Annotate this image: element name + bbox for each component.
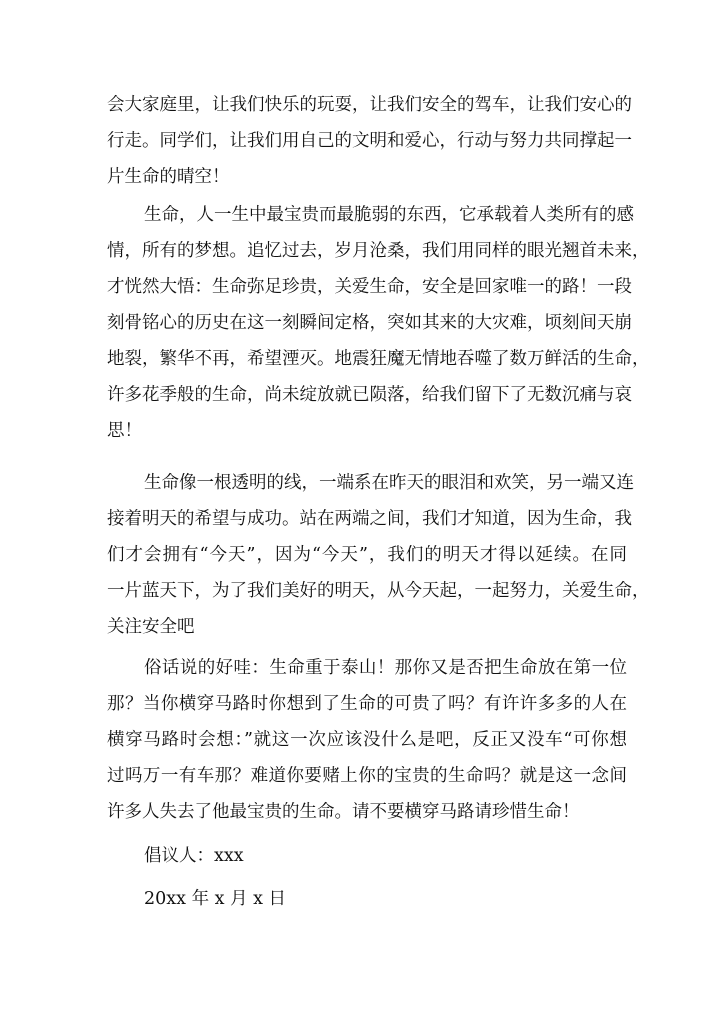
- text-line: 过吗万一有车那？难道你要赌上你的宝贵的生命吗？就是这一念间: [107, 766, 627, 786]
- text-line: 们才会拥有“今天”，因为“今天”，我们的明天才得以延续。在同: [107, 545, 627, 565]
- text-line: 一片蓝天下，为了我们美好的明天，从今天起，一起努力，关爱生命，: [107, 581, 650, 601]
- text-line: 才恍然大悟：生命弥足珍贵，关爱生命，安全是回家唯一的路！一段: [107, 277, 632, 297]
- signature-name: 倡议人：xxx: [144, 846, 244, 866]
- paragraph-3: [107, 465, 650, 645]
- text-line: 片生命的晴空！: [107, 167, 230, 187]
- text-line: 横穿马路时会想：”就这一次应该没什么是吧，反正又没车“可你想: [107, 730, 627, 750]
- text-line: 接着明天的希望与成功。站在两端之间，我们才知道，因为生命，我: [107, 509, 632, 529]
- text-line: 刻骨铭心的历史在这一刻瞬间定格，突如其来的大灾难，顷刻间天崩: [107, 313, 632, 333]
- text-line: 行走。同学们，让我们用自己的文明和爱心，行动与努力共同撑起一: [107, 131, 632, 151]
- text-line: 会大家庭里，让我们快乐的玩耍，让我们安全的驾车，让我们安心的: [107, 95, 632, 115]
- text-line: 那？当你横穿马路时你想到了生命的可贵了吗？有许许多多的人在: [107, 694, 627, 714]
- paragraph-4: [107, 650, 627, 830]
- paragraph-1: [107, 87, 632, 195]
- text-line: 许多人失去了他最宝贵的生命。请不要横穿马路请珍惜生命！: [107, 802, 580, 822]
- text-line: 地裂，繁华不再，希望湮灭。地震狂魔无情地吞噬了数万鲜活的生命，: [107, 349, 650, 369]
- text-line: 生命，人一生中最宝贵而最脆弱的东西，它承载着人类所有的感: [144, 205, 634, 225]
- text-line: 许多花季般的生命，尚未绽放就已陨落，给我们留下了无数沉痛与哀: [107, 385, 632, 405]
- text-line: 情，所有的梦想。追忆过去，岁月沧桑，我们用同样的眼光翘首未来，: [107, 241, 650, 261]
- text-line: 思！: [107, 421, 142, 441]
- text-line: 关注安全吧: [107, 617, 195, 637]
- signature-date: 20xx 年 x 月 x 日: [144, 889, 287, 909]
- text-line: 生命像一根透明的线，一端系在昨天的眼泪和欢笑，另一端又连: [144, 473, 634, 493]
- paragraph-2: [107, 197, 650, 449]
- text-line: 俗话说的好哇：生命重于泰山！那你又是否把生命放在第一位: [144, 658, 627, 678]
